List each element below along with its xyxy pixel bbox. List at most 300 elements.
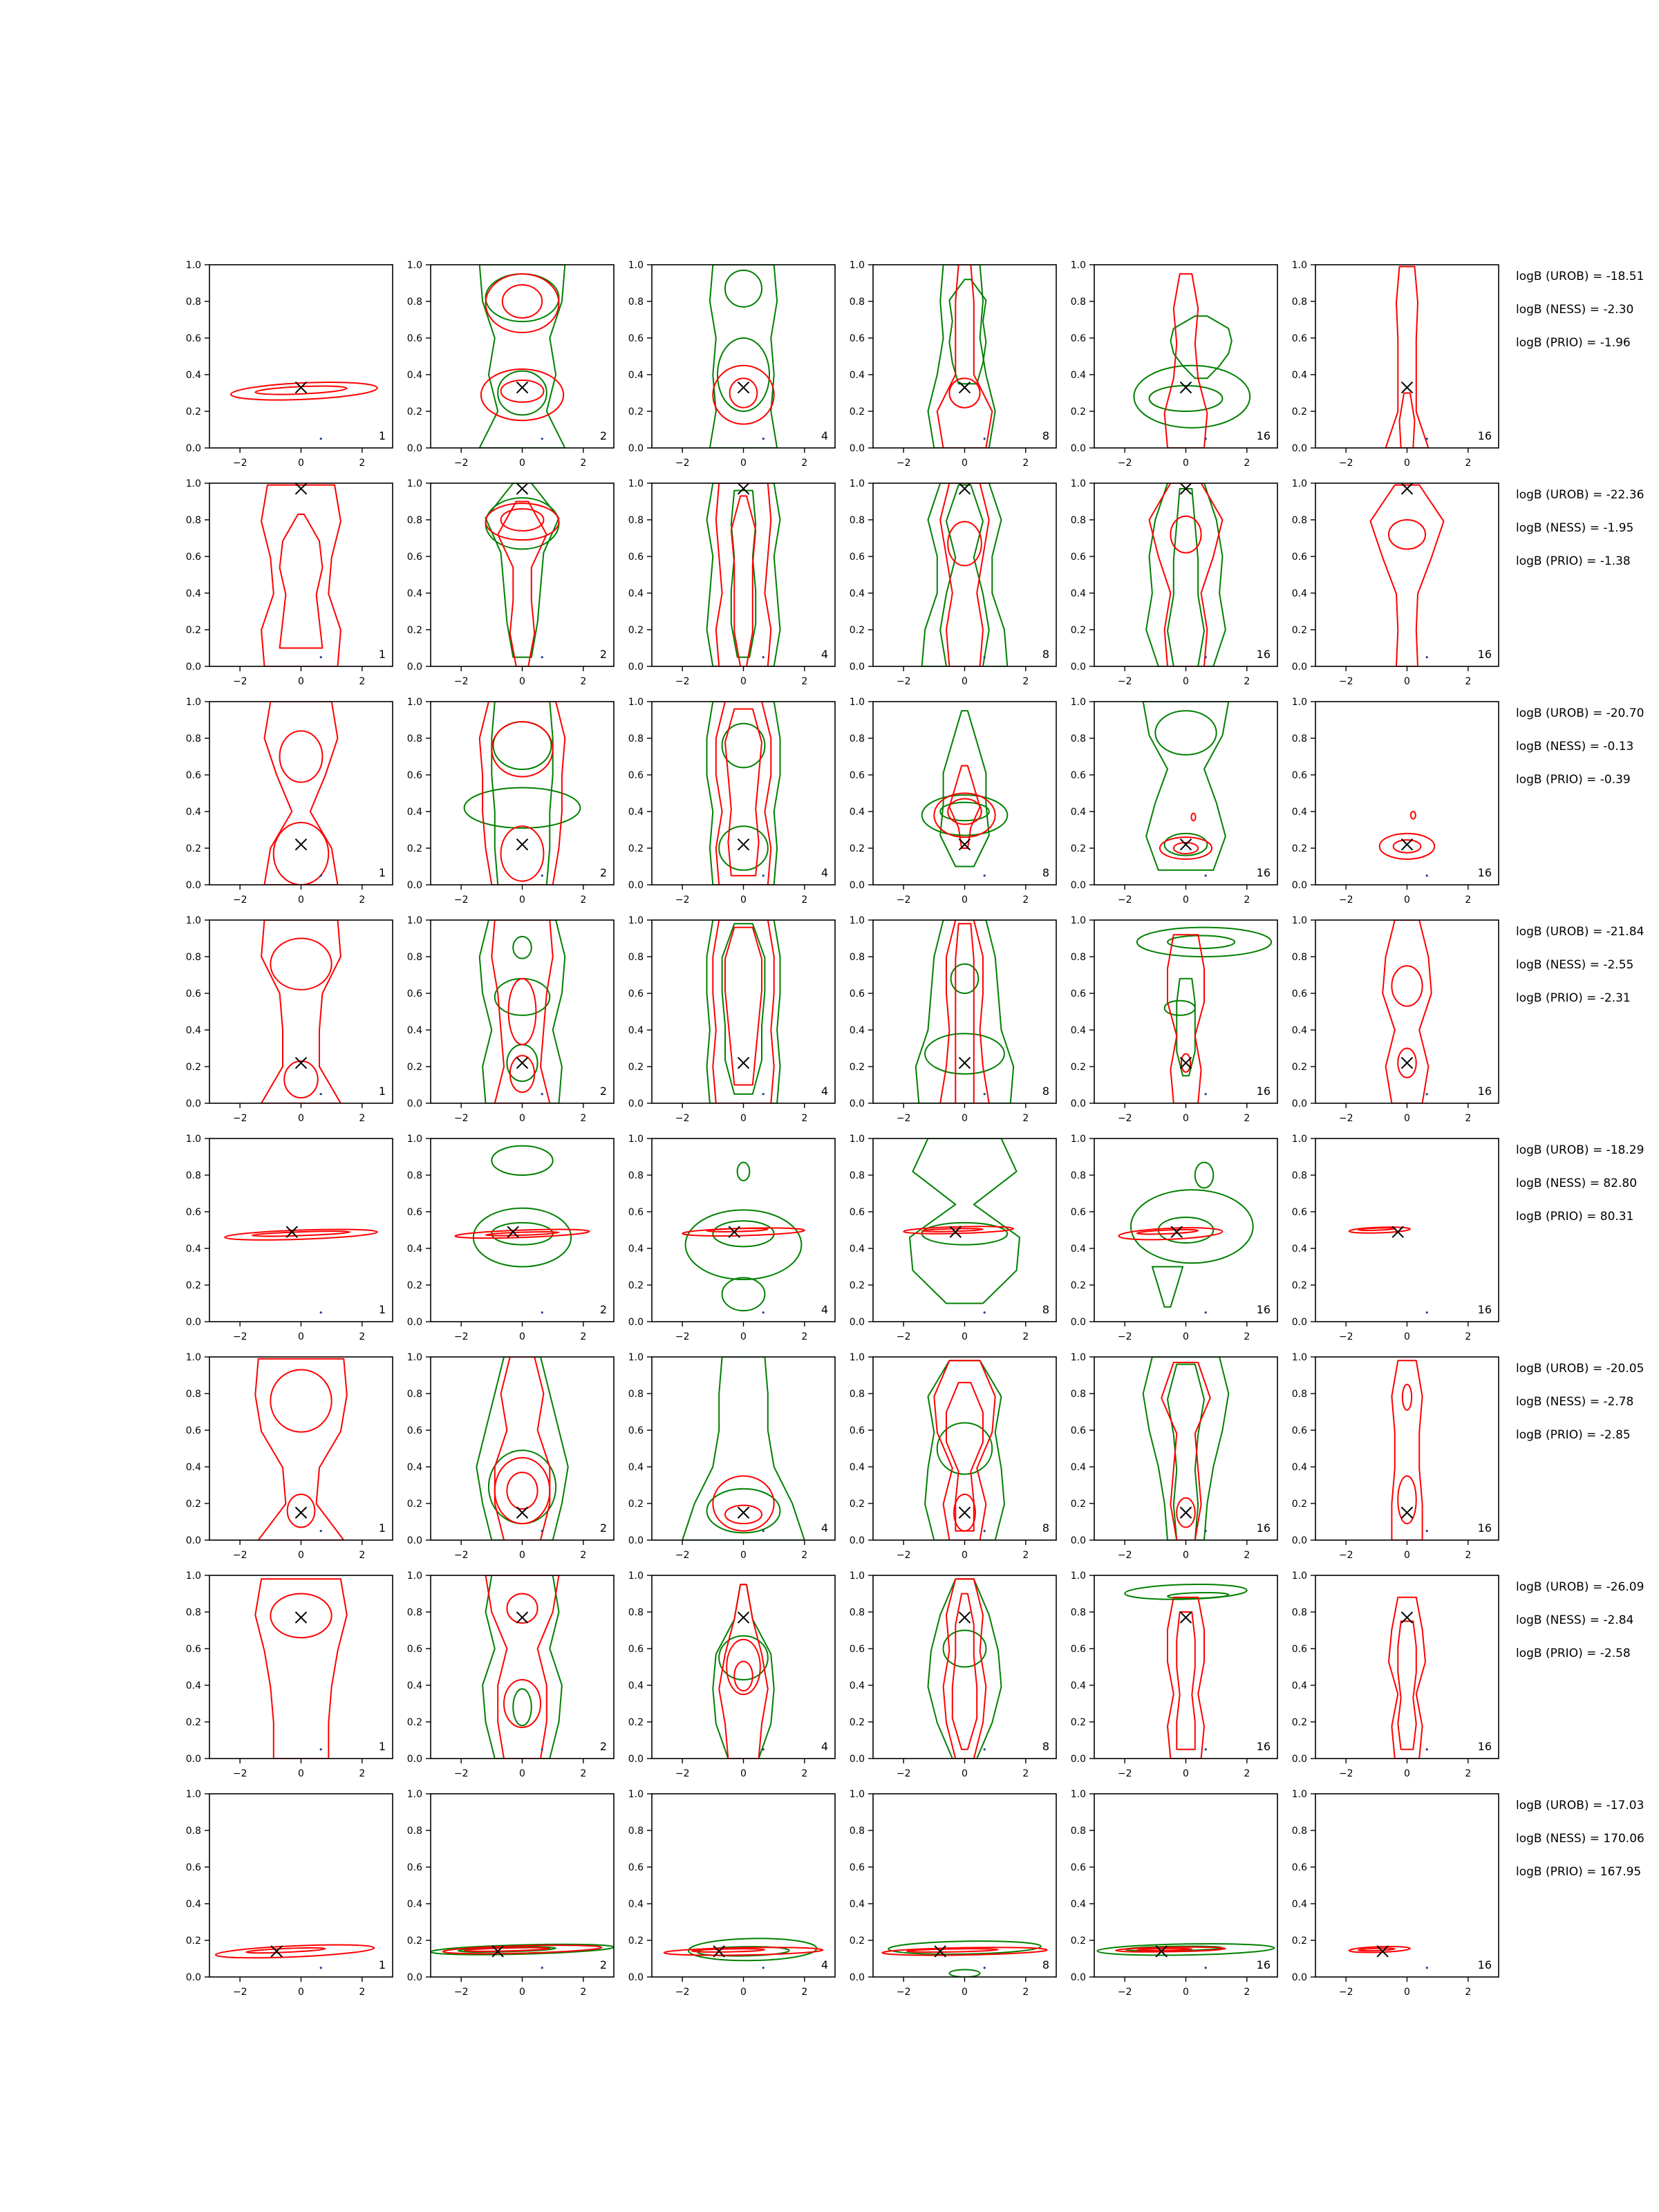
y-tick-label: 1.0 (1291, 697, 1307, 708)
y-tick-label: 0.8 (185, 1170, 201, 1181)
x-tick-label: −2 (1117, 1987, 1132, 1998)
sample-dot (320, 1311, 322, 1313)
x-tick-label: 2 (580, 1768, 587, 1779)
x-tick-label: 2 (580, 894, 587, 906)
x-tick-label: 0 (519, 1768, 525, 1779)
sample-dot (320, 1530, 322, 1532)
y-tick-label: 0.8 (1291, 733, 1307, 744)
y-tick-label: 0.8 (628, 297, 644, 308)
y-tick-label: 0.4 (849, 1462, 865, 1473)
y-tick-label: 0.6 (185, 1862, 201, 1873)
sample-dot (541, 1311, 543, 1313)
y-tick-label: 0.4 (1291, 370, 1307, 381)
sample-dot (1205, 656, 1207, 658)
x-tick-label: 0 (298, 1768, 304, 1779)
y-tick-label: 1.0 (849, 260, 865, 271)
y-tick-label: 0.6 (628, 1644, 644, 1655)
x-tick-label: 2 (1244, 1550, 1250, 1561)
y-tick-label: 0.6 (628, 1862, 644, 1873)
x-tick-label: −2 (675, 1113, 690, 1124)
y-tick-label: 0.6 (1291, 1862, 1307, 1873)
x-tick-label: 2 (1465, 1550, 1472, 1561)
y-tick-label: 0.2 (1070, 406, 1086, 418)
x-tick-label: 0 (519, 1113, 525, 1124)
y-tick-label: 0.8 (1070, 1826, 1086, 1837)
x-tick-label: 2 (801, 1768, 808, 1779)
y-tick-label: 0.6 (1070, 333, 1086, 344)
column-label: 4 (821, 429, 828, 442)
column-label: 2 (599, 429, 607, 442)
sample-dot (1426, 1967, 1428, 1969)
y-tick-label: 1.0 (406, 478, 422, 489)
x-tick-label: 2 (801, 676, 808, 687)
y-tick-label: 1.0 (406, 1134, 422, 1145)
sample-dot (1205, 1748, 1207, 1750)
x-tick-label: −2 (675, 458, 690, 469)
y-tick-label: 0.0 (185, 1754, 201, 1765)
y-tick-label: 0.2 (406, 406, 422, 418)
column-label: 4 (821, 648, 828, 661)
x-tick-label: 0 (519, 1987, 525, 1998)
y-tick-label: 0.8 (406, 297, 422, 308)
y-tick-label: 0.0 (406, 880, 422, 891)
y-tick-label: 0.0 (185, 1972, 201, 1983)
column-label: 16 (1477, 1740, 1492, 1753)
column-label: 1 (378, 1303, 386, 1316)
x-tick-label: 0 (740, 1331, 747, 1342)
y-tick-label: 0.8 (1070, 1389, 1086, 1400)
sample-dot (1205, 1967, 1207, 1969)
y-tick-label: 0.4 (628, 807, 644, 818)
y-tick-label: 0.2 (849, 625, 865, 636)
y-tick-label: 1.0 (185, 1352, 201, 1363)
x-tick-label: −2 (896, 1768, 911, 1779)
y-tick-label: 0.8 (185, 733, 201, 744)
x-tick-label: 0 (962, 676, 968, 687)
sample-dot (984, 1093, 986, 1095)
column-label: 2 (599, 1740, 607, 1753)
y-tick-label: 1.0 (628, 915, 644, 926)
y-tick-label: 0.2 (1291, 1499, 1307, 1510)
x-tick-label: 2 (359, 1331, 366, 1342)
x-tick-label: −2 (1338, 676, 1353, 687)
y-tick-label: 0.8 (1291, 515, 1307, 526)
y-tick-label: 0.0 (849, 880, 865, 891)
logb-text: logB (PRIO) = -2.31 (1516, 991, 1631, 1005)
sample-dot (1426, 874, 1428, 877)
y-tick-label: 0.6 (628, 552, 644, 563)
y-tick-label: 0.8 (1291, 1826, 1307, 1837)
column-label: 2 (599, 1521, 607, 1535)
y-tick-label: 0.6 (1070, 1644, 1086, 1655)
y-tick-label: 0.4 (1070, 1244, 1086, 1255)
x-tick-label: 2 (1244, 676, 1250, 687)
logb-text: logB (PRIO) = -2.58 (1516, 1647, 1631, 1660)
y-tick-label: 0.4 (1070, 1680, 1086, 1691)
y-tick-label: 0.8 (406, 1607, 422, 1618)
y-tick-label: 0.4 (185, 1244, 201, 1255)
y-tick-label: 0.6 (849, 1207, 865, 1218)
x-tick-label: 0 (519, 894, 525, 906)
y-tick-label: 1.0 (1291, 260, 1307, 271)
y-tick-label: 0.4 (1291, 1899, 1307, 1910)
logb-text: logB (UROB) = -22.36 (1516, 488, 1644, 502)
y-tick-label: 0.4 (406, 1899, 422, 1910)
sample-dot (984, 1967, 986, 1969)
y-tick-label: 0.8 (406, 1826, 422, 1837)
x-tick-label: −2 (675, 894, 690, 906)
y-tick-label: 0.8 (849, 952, 865, 963)
x-tick-label: 0 (519, 676, 525, 687)
y-tick-label: 0.8 (185, 1607, 201, 1618)
y-tick-label: 0.2 (1070, 625, 1086, 636)
logb-text: logB (NESS) = -2.84 (1516, 1613, 1634, 1627)
y-tick-label: 0.6 (1291, 770, 1307, 781)
x-tick-label: −2 (453, 1987, 469, 1998)
y-tick-label: 0.0 (849, 662, 865, 673)
sample-dot (762, 656, 765, 658)
y-tick-label: 0.8 (1070, 952, 1086, 963)
logb-text: logB (NESS) = -1.95 (1516, 521, 1634, 535)
y-tick-label: 1.0 (185, 915, 201, 926)
y-tick-label: 0.6 (1291, 333, 1307, 344)
y-tick-label: 0.4 (849, 370, 865, 381)
y-tick-label: 0.6 (185, 1425, 201, 1436)
x-tick-label: 0 (1404, 1768, 1410, 1779)
x-tick-label: 0 (1183, 894, 1189, 906)
column-label: 8 (1042, 429, 1049, 442)
x-tick-label: 2 (359, 458, 366, 469)
y-tick-label: 0.4 (1070, 1025, 1086, 1036)
y-tick-label: 0.8 (628, 733, 644, 744)
column-label: 16 (1477, 1958, 1492, 1971)
x-tick-label: 2 (1022, 676, 1029, 687)
column-label: 16 (1256, 1740, 1271, 1753)
column-label: 2 (599, 648, 607, 661)
x-tick-label: 2 (1465, 1331, 1472, 1342)
y-tick-label: 0.0 (628, 1754, 644, 1765)
x-tick-label: −2 (1338, 1987, 1353, 1998)
y-tick-label: 1.0 (849, 915, 865, 926)
logb-text: logB (NESS) = -0.13 (1516, 740, 1634, 753)
y-tick-label: 0.0 (406, 1535, 422, 1546)
y-tick-label: 0.2 (849, 1499, 865, 1510)
x-tick-label: −2 (896, 1113, 911, 1124)
y-tick-label: 0.2 (1291, 843, 1307, 854)
column-label: 1 (378, 1740, 386, 1753)
y-tick-label: 0.4 (406, 1680, 422, 1691)
y-tick-label: 0.6 (628, 1207, 644, 1218)
y-tick-label: 0.4 (628, 1899, 644, 1910)
sample-dot (541, 1530, 543, 1532)
y-tick-label: 1.0 (406, 915, 422, 926)
sample-dot (762, 1748, 765, 1750)
x-tick-label: 0 (298, 1987, 304, 1998)
y-tick-label: 0.2 (1291, 625, 1307, 636)
y-tick-label: 0.8 (1070, 1607, 1086, 1618)
y-tick-label: 0.4 (849, 588, 865, 599)
y-tick-label: 0.6 (406, 333, 422, 344)
y-tick-label: 0.0 (406, 662, 422, 673)
y-tick-label: 0.2 (185, 1280, 201, 1291)
x-tick-label: 2 (801, 1550, 808, 1561)
column-label: 16 (1256, 429, 1271, 442)
sample-dot (541, 1967, 543, 1969)
y-tick-label: 0.4 (406, 1244, 422, 1255)
y-tick-label: 0.6 (1291, 552, 1307, 563)
y-tick-label: 0.2 (1070, 1499, 1086, 1510)
y-tick-label: 0.6 (628, 988, 644, 1000)
x-tick-label: −2 (896, 676, 911, 687)
x-tick-label: 0 (740, 1987, 747, 1998)
y-tick-label: 0.6 (406, 1644, 422, 1655)
y-tick-label: 0.4 (1070, 588, 1086, 599)
y-tick-label: 1.0 (628, 1789, 644, 1800)
y-tick-label: 0.0 (628, 1098, 644, 1109)
x-tick-label: 2 (1244, 1987, 1250, 1998)
x-tick-label: 0 (740, 1550, 747, 1561)
y-tick-label: 0.8 (406, 515, 422, 526)
y-tick-label: 0.0 (628, 1972, 644, 1983)
y-tick-label: 1.0 (185, 260, 201, 271)
y-tick-label: 0.2 (628, 406, 644, 418)
y-tick-label: 0.6 (1070, 988, 1086, 1000)
x-tick-label: 0 (1183, 1768, 1189, 1779)
x-tick-label: −2 (675, 1768, 690, 1779)
y-tick-label: 0.2 (628, 1280, 644, 1291)
logb-text: logB (UROB) = -26.09 (1516, 1580, 1644, 1594)
x-tick-label: 0 (298, 676, 304, 687)
sample-dot (1426, 1093, 1428, 1095)
y-tick-label: 0.2 (1070, 1936, 1086, 1947)
y-tick-label: 0.6 (406, 1862, 422, 1873)
y-tick-label: 0.2 (849, 1717, 865, 1728)
y-tick-label: 0.8 (406, 1170, 422, 1181)
y-tick-label: 0.6 (1070, 552, 1086, 563)
y-tick-label: 0.8 (1291, 952, 1307, 963)
column-label: 8 (1042, 1085, 1049, 1098)
y-tick-label: 1.0 (1070, 1571, 1086, 1582)
x-tick-label: 2 (580, 1550, 587, 1561)
y-tick-label: 0.6 (185, 770, 201, 781)
y-tick-label: 1.0 (1070, 915, 1086, 926)
y-tick-label: 0.2 (1070, 1280, 1086, 1291)
x-tick-label: 2 (1465, 458, 1472, 469)
x-tick-label: 2 (1244, 458, 1250, 469)
y-tick-label: 0.8 (1291, 297, 1307, 308)
y-tick-label: 0.2 (185, 843, 201, 854)
y-tick-label: 0.4 (406, 807, 422, 818)
sample-dot (762, 1311, 765, 1313)
y-tick-label: 0.8 (1070, 733, 1086, 744)
x-tick-label: −2 (232, 1113, 247, 1124)
y-tick-label: 0.2 (185, 1936, 201, 1947)
logb-annotations (1516, 1799, 1644, 1879)
y-tick-label: 0.0 (1291, 1317, 1307, 1328)
y-tick-label: 0.4 (406, 1025, 422, 1036)
column-label: 16 (1256, 1958, 1271, 1971)
y-tick-label: 1.0 (849, 697, 865, 708)
y-tick-label: 0.2 (628, 1499, 644, 1510)
y-tick-label: 0.0 (1070, 1754, 1086, 1765)
y-tick-label: 0.2 (406, 1717, 422, 1728)
x-tick-label: −2 (1338, 1550, 1353, 1561)
x-tick-label: 0 (962, 1331, 968, 1342)
logb-annotations (1516, 1143, 1644, 1224)
x-tick-label: 0 (740, 1768, 747, 1779)
sample-dot (1205, 1530, 1207, 1532)
y-tick-label: 0.6 (1070, 1862, 1086, 1873)
y-tick-label: 0.6 (185, 1207, 201, 1218)
logb-annotations (1516, 488, 1644, 568)
x-tick-label: 0 (519, 1550, 525, 1561)
y-tick-label: 0.6 (1291, 1425, 1307, 1436)
logb-text: logB (NESS) = 82.80 (1516, 1177, 1638, 1190)
y-tick-label: 0.8 (185, 1826, 201, 1837)
y-tick-label: 0.0 (1291, 443, 1307, 454)
x-tick-label: 2 (1022, 1331, 1029, 1342)
y-tick-label: 0.0 (406, 443, 422, 454)
y-tick-label: 0.0 (1291, 1754, 1307, 1765)
x-tick-label: 2 (1022, 1113, 1029, 1124)
y-tick-label: 0.0 (628, 662, 644, 673)
column-label: 1 (378, 429, 386, 442)
column-label: 2 (599, 1085, 607, 1098)
x-tick-label: 0 (1404, 1331, 1410, 1342)
y-tick-label: 0.2 (1070, 1062, 1086, 1073)
sample-dot (1205, 1093, 1207, 1095)
y-tick-label: 1.0 (185, 1134, 201, 1145)
sample-dot (320, 1967, 322, 1969)
y-tick-label: 0.2 (406, 1499, 422, 1510)
y-tick-label: 0.4 (628, 1462, 644, 1473)
y-tick-label: 0.4 (185, 588, 201, 599)
y-tick-label: 0.6 (1291, 1207, 1307, 1218)
y-tick-label: 0.2 (1291, 1280, 1307, 1291)
column-label: 8 (1042, 1303, 1049, 1316)
x-tick-label: 2 (580, 1987, 587, 1998)
y-tick-label: 0.0 (185, 1535, 201, 1546)
y-tick-label: 0.6 (628, 770, 644, 781)
x-tick-label: 2 (1244, 1113, 1250, 1124)
logb-annotations (1516, 925, 1644, 1005)
x-tick-label: 0 (1404, 1987, 1410, 1998)
x-tick-label: 0 (298, 894, 304, 906)
y-tick-label: 0.4 (1291, 1462, 1307, 1473)
x-tick-label: 2 (801, 1113, 808, 1124)
y-tick-label: 0.4 (849, 807, 865, 818)
y-tick-label: 0.4 (1070, 1899, 1086, 1910)
y-tick-label: 0.4 (628, 1244, 644, 1255)
x-tick-label: −2 (675, 1550, 690, 1561)
y-tick-label: 1.0 (849, 1352, 865, 1363)
y-tick-label: 0.8 (628, 1389, 644, 1400)
x-tick-label: 2 (1465, 894, 1472, 906)
y-tick-label: 0.4 (849, 1025, 865, 1036)
x-tick-label: 0 (1404, 676, 1410, 687)
x-tick-label: 0 (298, 1113, 304, 1124)
column-label: 16 (1477, 429, 1492, 442)
logb-text: logB (UROB) = -21.84 (1516, 925, 1644, 939)
y-tick-label: 1.0 (1070, 697, 1086, 708)
logb-text: logB (UROB) = -20.70 (1516, 706, 1644, 720)
y-tick-label: 0.0 (185, 880, 201, 891)
sample-dot (984, 1530, 986, 1532)
logb-text: logB (PRIO) = 80.31 (1516, 1210, 1634, 1224)
y-tick-label: 0.4 (185, 1025, 201, 1036)
x-tick-label: −2 (1338, 1768, 1353, 1779)
y-tick-label: 0.0 (406, 1098, 422, 1109)
y-tick-label: 1.0 (1291, 1352, 1307, 1363)
x-tick-label: 0 (1183, 1331, 1189, 1342)
y-tick-label: 0.2 (185, 406, 201, 418)
y-tick-label: 1.0 (1070, 1789, 1086, 1800)
sample-dot (762, 1530, 765, 1532)
sample-dot (984, 656, 986, 658)
y-tick-label: 0.0 (1291, 1098, 1307, 1109)
y-tick-label: 0.0 (1070, 1317, 1086, 1328)
logb-annotations (1516, 270, 1644, 350)
x-tick-label: 0 (1404, 894, 1410, 906)
y-tick-label: 0.4 (628, 370, 644, 381)
x-tick-label: 2 (801, 458, 808, 469)
y-tick-label: 0.0 (1291, 880, 1307, 891)
logb-text: logB (UROB) = -18.29 (1516, 1143, 1644, 1157)
x-tick-label: −2 (232, 1987, 247, 1998)
sample-dot (984, 438, 986, 440)
y-tick-label: 0.6 (849, 1862, 865, 1873)
y-tick-label: 0.2 (1291, 1717, 1307, 1728)
column-label: 2 (599, 866, 607, 879)
column-label: 1 (378, 1521, 386, 1535)
y-tick-label: 0.0 (1070, 443, 1086, 454)
y-tick-label: 0.2 (628, 1062, 644, 1073)
column-label: 8 (1042, 648, 1049, 661)
y-tick-label: 0.4 (185, 1680, 201, 1691)
y-tick-label: 0.8 (406, 952, 422, 963)
column-label: 4 (821, 1521, 828, 1535)
column-label: 16 (1477, 1303, 1492, 1316)
y-tick-label: 0.0 (849, 1754, 865, 1765)
y-tick-label: 0.6 (185, 333, 201, 344)
sample-dot (984, 1748, 986, 1750)
logb-text: logB (PRIO) = -1.38 (1516, 554, 1631, 568)
y-tick-label: 1.0 (1291, 1789, 1307, 1800)
y-tick-label: 0.2 (185, 1499, 201, 1510)
x-tick-label: −2 (232, 894, 247, 906)
logb-text: logB (NESS) = -2.78 (1516, 1395, 1634, 1409)
y-tick-label: 0.8 (849, 1170, 865, 1181)
y-tick-label: 0.4 (406, 1462, 422, 1473)
sample-dot (762, 1967, 765, 1969)
column-label: 16 (1477, 1085, 1492, 1098)
y-tick-label: 1.0 (406, 260, 422, 271)
y-tick-label: 0.6 (849, 1425, 865, 1436)
x-tick-label: 0 (1183, 1987, 1189, 1998)
x-tick-label: −2 (675, 676, 690, 687)
sample-dot (1426, 1530, 1428, 1532)
y-tick-label: 0.2 (406, 1936, 422, 1947)
y-tick-label: 0.0 (628, 1535, 644, 1546)
x-tick-label: 2 (801, 1331, 808, 1342)
y-tick-label: 0.8 (1070, 297, 1086, 308)
y-tick-label: 0.2 (1291, 1062, 1307, 1073)
column-label: 16 (1256, 1303, 1271, 1316)
y-tick-label: 1.0 (1070, 1134, 1086, 1145)
y-tick-label: 0.6 (628, 1425, 644, 1436)
x-tick-label: 2 (359, 1987, 366, 1998)
y-tick-label: 0.4 (1291, 1680, 1307, 1691)
